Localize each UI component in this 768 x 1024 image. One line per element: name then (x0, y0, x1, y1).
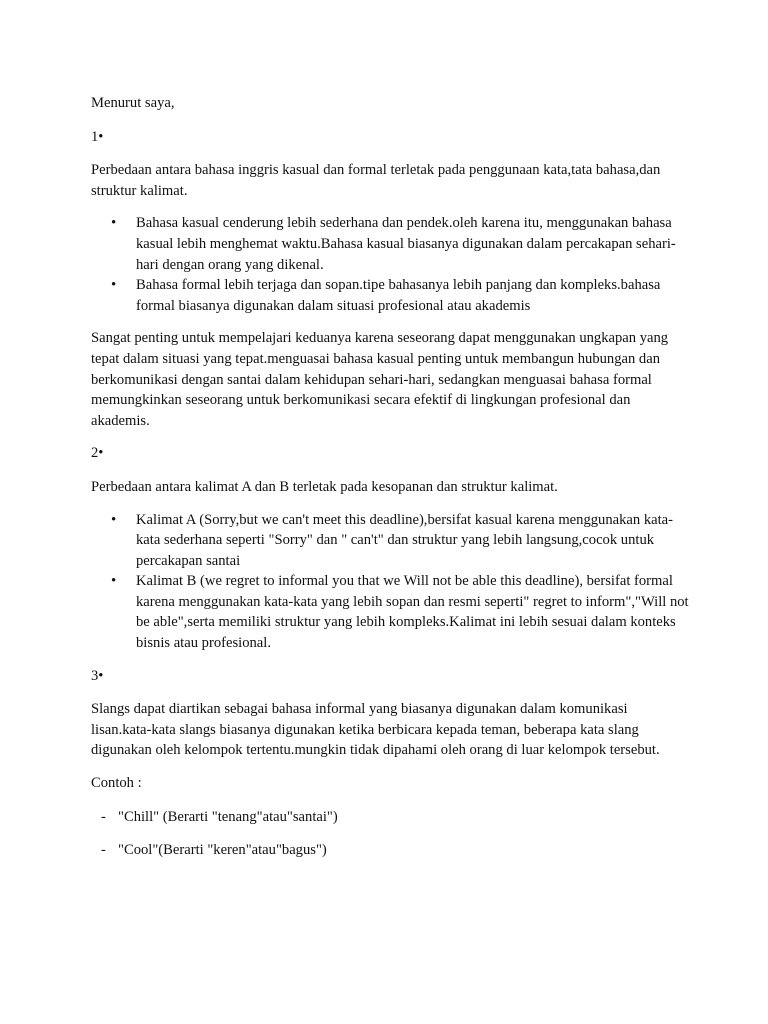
bullet-icon: • (111, 277, 117, 294)
bullet-icon: • (111, 511, 117, 528)
list-item (91, 807, 691, 828)
example-text: "Cool"(Berarti "keren"atau"bagus") (118, 842, 327, 859)
document-page (91, 93, 691, 874)
list-item (91, 571, 691, 653)
bullet-text: Bahasa formal lebih terjaga dan sopan.tipe bahasanya lebih panjang dan kompleks.bahasa formal biasanya digunakan dalam situasi profesional atau akademis (136, 277, 661, 314)
section-1-bullet-list (91, 213, 691, 316)
bullet-text: Kalimat B (we regret to informal you that we Will not be able this deadline), bersifat formal karena menggunakan kata-kata yang lebih sopan dan resmi seperti" regret to inform","Will not be able",serta memiliki struktur yang lebih kompleks.Kalimat ini lebih sesuai dalam konteks bisnis atau profesional. (136, 573, 689, 652)
section-1-lead: Perbedaan antara bahasa inggris kasual dan formal terletak pada penggunaan kata,tata bahasa,dan struktur kalimat. (91, 162, 661, 199)
example-text: "Chill" (Berarti "tenang"atau"santai") (118, 808, 338, 825)
section-2-bullet-list (91, 510, 691, 654)
examples-label: Contoh : (91, 775, 142, 792)
list-item (91, 275, 691, 316)
dash-icon: - (101, 842, 106, 859)
section-3-number: 3• (91, 667, 104, 684)
section-3-lead: Slangs dapat diartikan sebagai bahasa informal yang biasanya digunakan dalam komunikasi lisan.kata-kata slangs biasanya digunakan ketika berbicara kepada teman, beberapa kata slang digunakan oleh kelompok tertentu.mungkin tidak dipahami oleh orang di luar kelompok tersebut. (91, 701, 660, 759)
section-2-lead: Perbedaan antara kalimat A dan B terletak pada kesopanan dan struktur kalimat. (91, 478, 558, 495)
bullet-text: Bahasa kasual cenderung lebih sederhana dan pendek.oleh karena itu, menggunakan bahasa kasual lebih menghemat waktu.Bahasa kasual biasanya digunakan dalam percakapan sehari-hari dengan orang yang dikenal. (136, 215, 676, 273)
bullet-icon: • (111, 215, 117, 232)
section-2-number: 2• (91, 445, 104, 462)
bullet-text: Kalimat A (Sorry,but we can't meet this deadline),bersifat kasual karena menggunakan kata-kata sederhana seperti "Sorry" dan " can't" dan struktur yang lebih langsung,cocok untuk percakapan santai (136, 511, 674, 569)
section-1-number: 1• (91, 128, 104, 145)
section-1-closing: Sangat penting untuk mempelajari keduanya karena seseorang dapat menggunakan ungkapan yang tepat dalam situasi yang tepat.menguasai bahasa kasual penting untuk membangun hubungan dan berkomunikasi dengan santai dalam kehidupan sehari-hari, sedangkan menguasai bahasa formal memungkinkan seseorang untuk berkomunikasi secara efektif di lingkungan profesional dan akademis. (91, 330, 669, 429)
intro-text: Menurut saya, (91, 95, 175, 111)
dash-icon: - (101, 808, 106, 825)
list-item (91, 840, 691, 861)
list-item (91, 213, 691, 275)
list-item (91, 510, 691, 572)
bullet-icon: • (111, 573, 117, 590)
